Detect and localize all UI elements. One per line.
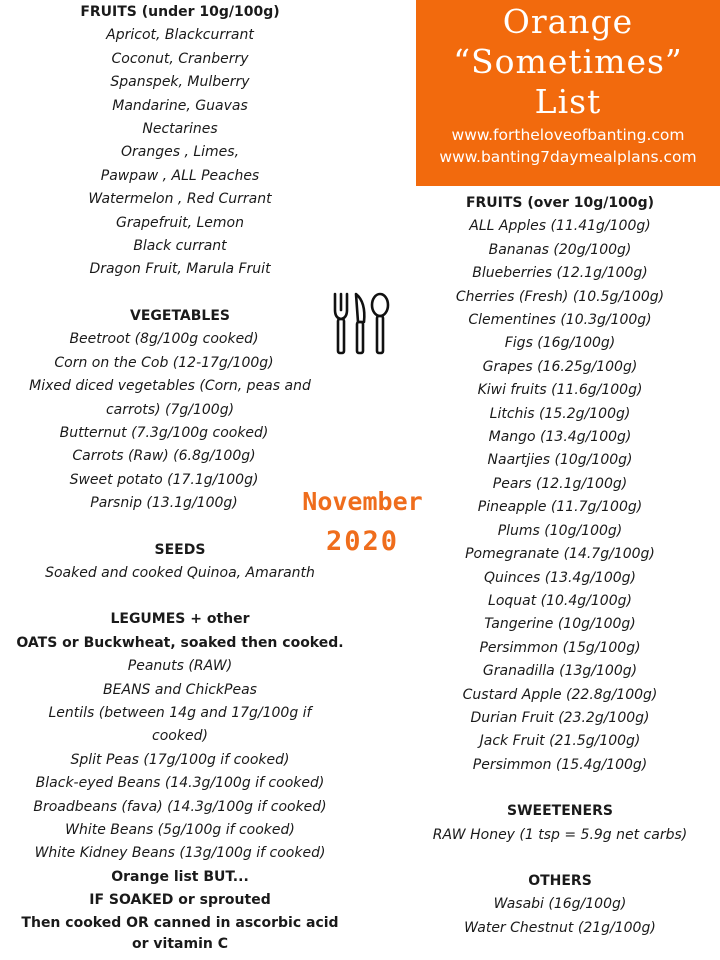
list-item: Oranges , Limes, (120, 144, 240, 161)
list-item: Broadbeans (fava) (14.3g/100g if cooked) (33, 798, 327, 815)
list-item: Corn on the Cob (12-17g/100g) (54, 354, 274, 371)
list-item: Spanspek, Mulberry (110, 74, 250, 91)
list-item: Kiwi fruits (11.6g/100g) (477, 382, 643, 399)
list-item: Persimmon (15.4g/100g) (472, 756, 648, 773)
list-item: Grapefruit, Lemon (115, 214, 244, 231)
fruits-under-heading: FRUITS (under 10g/100g) (80, 4, 280, 20)
list-item: Butternut (7.3g/100g cooked) (59, 424, 269, 441)
fruits-under-list (0, 24, 360, 281)
oats-line: OATS or Buckwheat, soaked then cooked. (16, 634, 344, 651)
sweeteners-heading: SWEETENERS (507, 803, 613, 820)
date-year: 2020 (325, 526, 400, 557)
list-item: Pineapple (11.7g/100g) (477, 499, 643, 516)
list-item: Peanuts (RAW) (127, 658, 233, 675)
list-item: Watermelon , Red Currant (88, 191, 272, 208)
list-item: Grapes (16.25g/100g) (482, 358, 638, 375)
list-item: Tangerine (10g/100g) (484, 616, 636, 633)
list-item: Blueberries (12.1g/100g) (472, 265, 648, 282)
list-item: Parsnip (13.1g/100g) (90, 495, 238, 512)
seeds-heading: SEEDS (154, 541, 206, 558)
list-item: Litchis (15.2g/100g) (489, 405, 631, 422)
list-item: Plums (10g/100g) (497, 522, 623, 539)
banner-title-line: Orange (502, 2, 634, 41)
date-month: November (302, 487, 423, 516)
list-item: Lentils (between 14g and 17g/100g if cooked) (48, 704, 312, 745)
list-item: ALL Apples (11.41g/100g) (469, 218, 651, 235)
list-item: Quinces (13.4g/100g) (483, 569, 637, 586)
list-item: Custard Apple (22.8g/100g) (462, 686, 658, 703)
list-item: Soaked and cooked Quinoa, Amaranth (45, 564, 315, 581)
list-item: Nectarines (142, 121, 218, 138)
note-line: Then cooked OR canned in ascorbic acid or vitamin C (21, 914, 339, 952)
list-item: Figs (16g/100g) (504, 335, 616, 352)
title-banner (416, 0, 720, 186)
legumes-list (0, 655, 360, 866)
list-item: Dragon Fruit, Marula Fruit (89, 261, 271, 278)
list-item: Bananas (20g/100g) (488, 241, 632, 258)
list-item: Durian Fruit (23.2g/100g) (470, 709, 650, 726)
list-item: Clementines (10.3g/100g) (468, 312, 652, 329)
others-heading: OTHERS (528, 872, 592, 889)
list-item: Coconut, Cranberry (111, 50, 249, 67)
legumes-heading: LEGUMES + other (110, 611, 250, 628)
list-item: Apricot, Blackcurrant (106, 27, 254, 44)
list-item: Persimmon (15g/100g) (479, 639, 641, 656)
list-item: Beetroot (8g/100g cooked) (69, 331, 259, 348)
list-item: Sweet potato (17.1g/100g) (69, 471, 259, 488)
list-item: Naartjies (10g/100g) (487, 452, 633, 469)
list-item: Pears (12.1g/100g) (492, 475, 628, 492)
list-item: Jack Fruit (21.5g/100g) (479, 733, 641, 750)
list-item: White Kidney Beans (13g/100g if cooked) (34, 845, 326, 862)
list-item: Pomegranate (14.7g/100g) (465, 546, 655, 563)
vegetables-heading: VEGETABLES (130, 307, 230, 324)
list-item: Mixed diced vegetables (Corn, peas and carrots) (7g/100g) (29, 378, 311, 418)
list-item: Mandarine, Guavas (112, 97, 248, 114)
fruits-over-heading: FRUITS (over 10g/100g) (465, 195, 655, 211)
left-column (0, 0, 360, 955)
list-item: Mango (13.4g/100g) (488, 429, 632, 446)
banner-title-line: List (534, 82, 602, 121)
list-item: Carrots (Raw) (6.8g/100g) (72, 448, 256, 465)
list-item: Water Chestnut (21g/100g) (464, 919, 656, 936)
list-item: Wasabi (16g/100g) (493, 896, 627, 913)
list-item: BEANS and ChickPeas (103, 681, 257, 698)
website-url: www.fortheloveofbanting.com (451, 126, 685, 144)
fork-knife-spoon-icon (328, 290, 392, 358)
list-item: Pawpaw , ALL Peaches (100, 167, 260, 184)
list-item: Black-eyed Beans (14.3g/100g if cooked) (35, 775, 325, 792)
list-item: Black currant (133, 238, 227, 255)
fruits-over-list (400, 215, 720, 777)
list-item: RAW Honey (1 tsp = 5.9g net carbs) (432, 826, 688, 843)
note-line: IF SOAKED or sprouted (89, 892, 271, 909)
list-item: White Beans (5g/100g if cooked) (65, 822, 295, 838)
list-item: Split Peas (17g/100g if cooked) (70, 751, 290, 768)
right-column (400, 192, 720, 940)
list-item: Cherries (Fresh) (10.5g/100g) (455, 288, 665, 305)
banner-title-line: “Sometimes” (453, 42, 683, 81)
list-item: Loquat (10.4g/100g) (488, 592, 632, 609)
list-item: Granadilla (13g/100g) (482, 663, 638, 680)
note-line: Orange list BUT... (111, 868, 249, 885)
website-url: www.banting7daymealplans.com (439, 148, 697, 166)
